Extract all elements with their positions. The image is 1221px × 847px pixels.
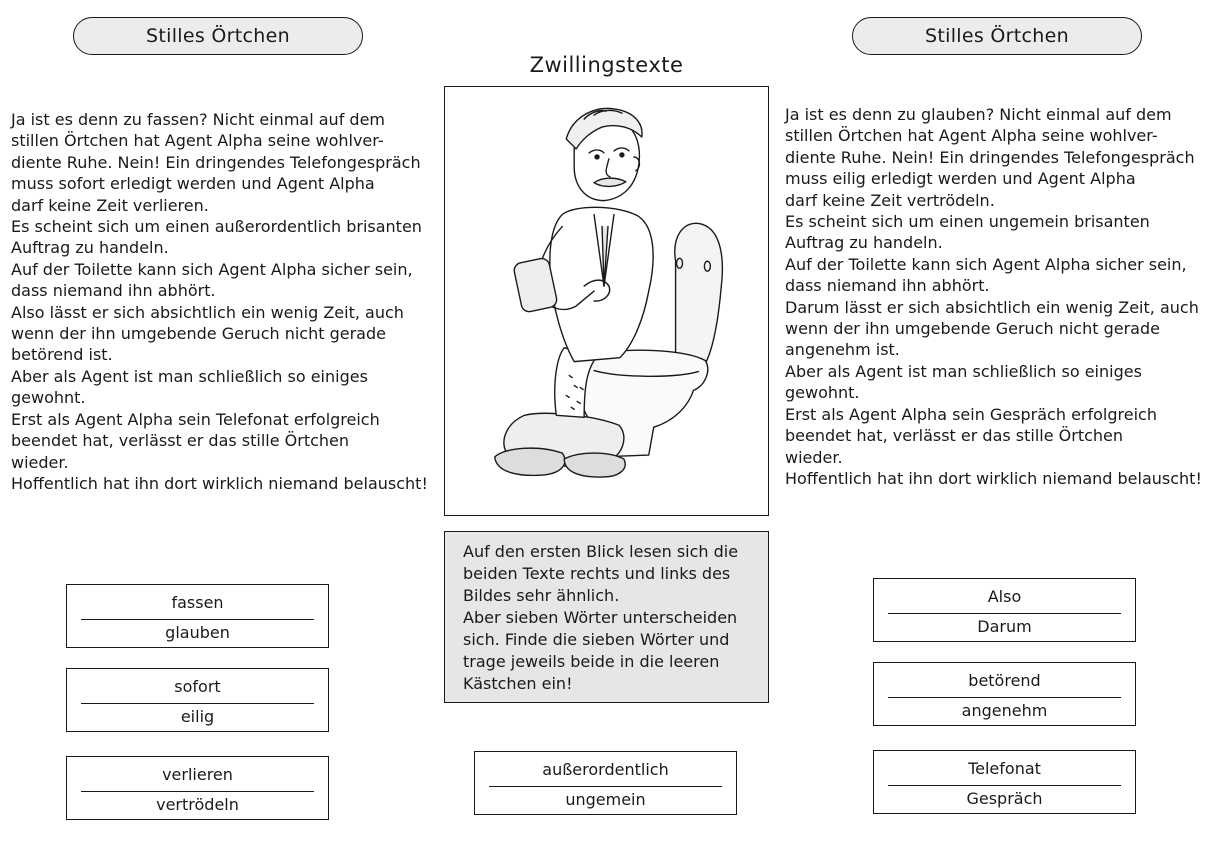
word-pair-divider bbox=[888, 613, 1121, 614]
word-pair-left: fassen bbox=[171, 593, 224, 612]
word-pair-right: eilig bbox=[180, 707, 215, 726]
word-pair-right: Gespräch bbox=[966, 789, 1043, 808]
word-pair-right: angenehm bbox=[961, 701, 1048, 720]
story-text-left: Ja ist es denn zu fassen? Nicht einmal auf dem stillen Örtchen hat Agent Alpha seine wohlver- diente Ruhe. Nein! Ein dringendes Telefongespräch muss sofort erledigt werden und Agent Alpha darf keine Zeit verlieren. Es scheint sich um einen außerordentlich brisanten Auftrag zu handeln. Auf der Toilette kann sich Agent Alpha sicher sein, dass niemand ihn abhört. Also lässt er sich absichtlich ein wenig Zeit, auch wenn der ihn umgebende Geruch nicht gerade betörend ist. Aber als Agent ist man schließlich so einiges gewohnt. Erst als Agent Alpha sein Telefonat erfolgreich beendet hat, verlässt er das stille Örtchen wieder. Hoffentlich hat ihn dort wirklich niemand belauscht! bbox=[11, 110, 428, 493]
word-pair-divider bbox=[888, 785, 1121, 786]
title-badge-right-label: Stilles Örtchen bbox=[925, 25, 1069, 47]
word-pair-box[interactable] bbox=[66, 756, 329, 820]
word-pair-left: Telefonat bbox=[968, 759, 1041, 778]
word-pair-box[interactable] bbox=[873, 662, 1136, 726]
word-pair-right: glauben bbox=[165, 623, 230, 642]
word-pair-divider bbox=[81, 619, 314, 620]
word-pair-box[interactable] bbox=[474, 751, 737, 815]
word-pair-left: verlieren bbox=[162, 765, 233, 784]
title-badge-left bbox=[73, 17, 363, 55]
agent-on-toilet-illustration bbox=[445, 87, 768, 515]
word-pair-left: betörend bbox=[968, 671, 1041, 690]
title-badge-right bbox=[852, 17, 1142, 55]
word-pair-right: ungemein bbox=[565, 790, 646, 809]
illustration-frame bbox=[444, 86, 769, 516]
word-pair-box[interactable] bbox=[873, 578, 1136, 642]
word-pair-divider bbox=[81, 703, 314, 704]
story-text-right: Ja ist es denn zu glauben? Nicht einmal auf dem stillen Örtchen hat Agent Alpha seine wohlver- diente Ruhe. Nein! Ein dringendes Telefongespräch muss eilig erledigt werden und Agent Alpha darf keine Zeit vertrödeln. Es scheint sich um einen ungemein brisanten Auftrag zu handeln. Auf der Toilette kann sich Agent Alpha sicher sein, dass niemand ihn abhört. Darum lässt er sich absichtlich ein wenig Zeit, auch wenn der ihn umgebende Geruch nicht gerade angenehm ist. Aber als Agent ist man schließlich so einiges gewohnt. Erst als Agent Alpha sein Gespräch erfolgreich beendet hat, verlässt er das stille Örtchen wieder. Hoffentlich hat ihn dort wirklich niemand belauscht! bbox=[785, 105, 1202, 488]
title-badge-left-label: Stilles Örtchen bbox=[146, 25, 290, 47]
word-pair-divider bbox=[888, 697, 1121, 698]
word-pair-divider bbox=[489, 786, 722, 787]
word-pair-box[interactable] bbox=[66, 584, 329, 648]
word-pair-divider bbox=[81, 791, 314, 792]
page-title: Zwillingstexte bbox=[529, 53, 684, 77]
word-pair-box[interactable] bbox=[873, 750, 1136, 814]
word-pair-left: sofort bbox=[174, 677, 221, 696]
word-pair-left: Also bbox=[987, 587, 1022, 606]
word-pair-right: vertrödeln bbox=[156, 795, 239, 814]
word-pair-box[interactable] bbox=[66, 668, 329, 732]
word-pair-right: Darum bbox=[977, 617, 1032, 636]
instruction-box: Auf den ersten Blick lesen sich die beiden Texte rechts und links des Bildes sehr ähnlich. Aber sieben Wörter unterscheiden sich. Finde die sieben Wörter und trage jeweils beide in die leeren Kästchen ein! bbox=[444, 531, 769, 703]
word-pair-left: außerordentlich bbox=[542, 760, 669, 779]
